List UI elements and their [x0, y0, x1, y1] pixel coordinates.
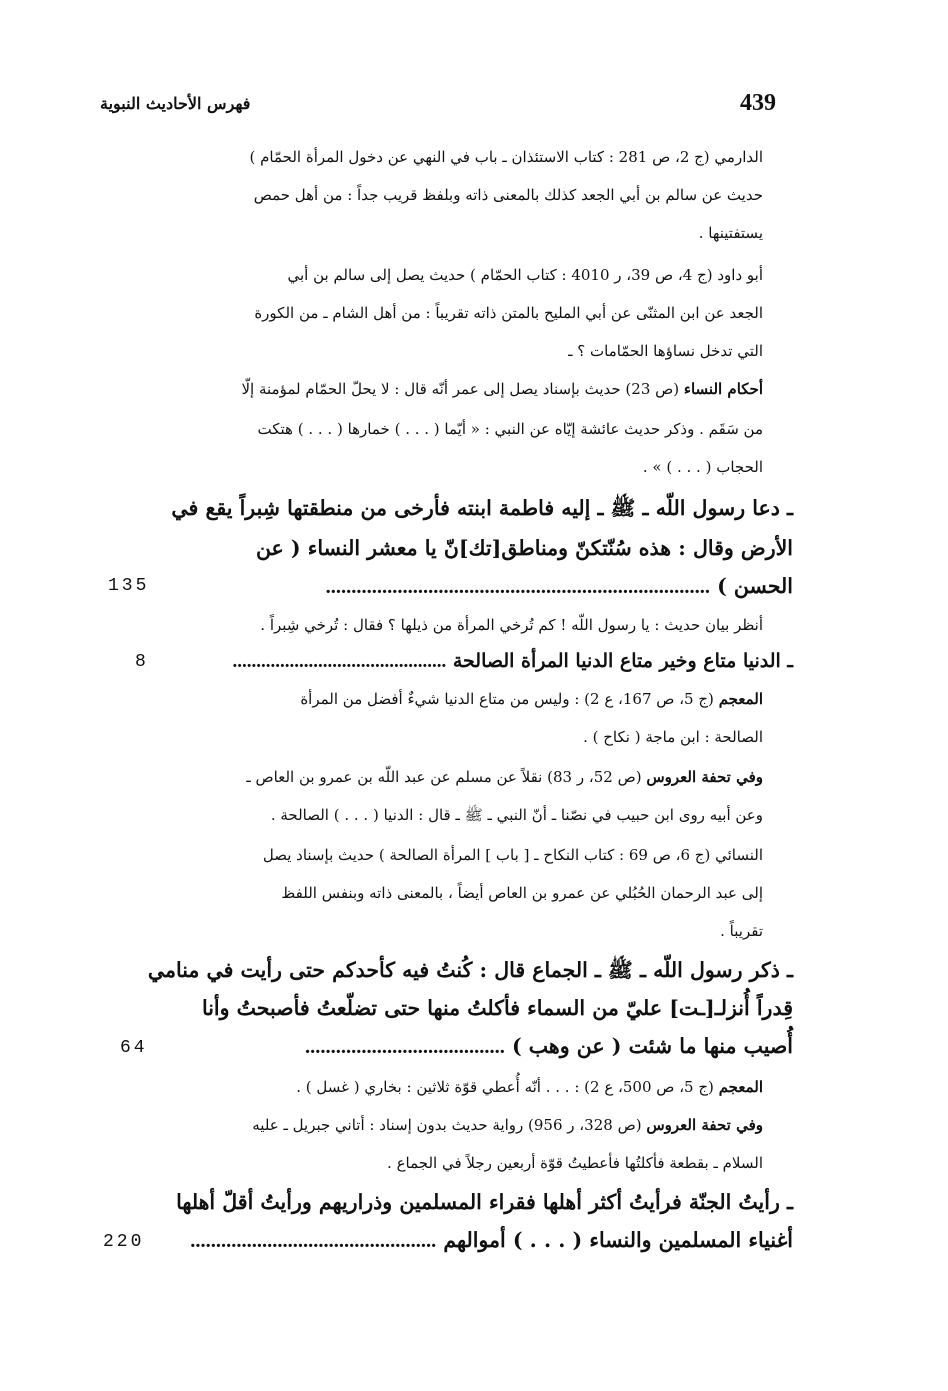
- hadith-reference-number: 135: [108, 576, 150, 596]
- source-title: أحكام النساء: [683, 380, 763, 398]
- source-text: (ص 52، ر 83) نقلاً عن مسلم عن عبد اللّه بن عمرو بن العاص ـ: [246, 768, 642, 786]
- note-line: أنظر بيان حديث : يا رسول اللّه ! كم تُرخي المرأة من ذيلها ؟ فقال : تُرخي شِبراً .: [260, 616, 763, 634]
- source-line: إلى عبد الرحمان الحُبُلي عن عمرو بن العاص أيضاً ، بالمعنى ذاته وبنفس اللفظ: [281, 884, 763, 902]
- source-text: (ص 328، ر 956) رواية حديث بدون إسناد : أتاني جبريل ـ عليه: [252, 1116, 642, 1134]
- source-line: [296, 1078, 763, 1096]
- source-line: حديث عن سالم بن أبي الجعد كذلك بالمعنى ذاته وبلفظ قريب جداً : من أهل حمص: [253, 186, 763, 204]
- source-title: المعجم: [718, 1078, 763, 1096]
- source-title: المعجم: [718, 690, 763, 708]
- source-line: أبو داود (ج 4، ص 39، ر 4010 : كتاب الحمّام ) حديث يصل إلى سالم بن أبي: [287, 266, 763, 284]
- hadith-reference-number: 8: [135, 652, 149, 672]
- source-text: (ص 23) حديث بإسناد يصل إلى عمر أنّه قال : لا يحلّ الحمّام لمؤمنة إلّا: [241, 380, 680, 398]
- hadith-entry-line: [305, 1034, 793, 1059]
- source-line: تقريباً .: [720, 922, 763, 940]
- source-text: (ج 5، ص 167، ع 2) : وليس من متاع الدنيا شيءٌ أفضل من المرأة: [300, 690, 714, 708]
- hadith-text: الحسن ): [717, 574, 793, 598]
- hadith-entry-line: [190, 1228, 793, 1253]
- source-line: التي تدخل نساؤها الحمّامات ؟ ـ: [568, 342, 763, 360]
- hadith-entry-line: ـ ذكر رسول اللّه ـ ﷺ ـ الجماع قال : كُنتُ فيه كأحدكم حتى رأيت في منامي: [147, 958, 793, 982]
- source-title: وفي تحفة العروس: [646, 768, 763, 786]
- source-line: النسائي (ج 6، ص 69 : كتاب النكاح ـ [ باب ] المرأة الصالحة ) حديث بإسناد يصل: [262, 846, 763, 864]
- source-title: وفي تحفة العروس: [646, 1116, 763, 1134]
- running-title: فهرس الأحاديث النبوية: [100, 94, 251, 113]
- source-line: وعن أبيه روى ابن حبيب في نصّنا ـ أنّ النبي ـ ﷺ ـ قال : الدنيا ( . . . ) الصالحة .: [270, 806, 763, 824]
- source-line: الدارمي (ج 2، ص 281 : كتاب الاستئذان ـ باب في النهي عن دخول المرأة الحمّام ): [249, 148, 763, 166]
- hadith-text: أغنياء المسلمين والنساء ( . . . ) أموالهم: [443, 1228, 793, 1252]
- source-line: يستفتينها .: [698, 224, 763, 242]
- hadith-entry-line: ـ دعا رسول اللّه ـ ﷺ ـ إليه فاطمة ابنته فأرخى من منطقتها شِبراً يقع في: [171, 496, 793, 520]
- page-header: [100, 90, 800, 126]
- source-line: الصالحة : ابن ماجة ( نكاح ) .: [583, 728, 763, 746]
- hadith-entry-line: [326, 574, 793, 599]
- hadith-text: ـ الدنيا متاع وخير متاع الدنيا المرأة الصالحة: [452, 650, 793, 672]
- source-line: [252, 1116, 763, 1134]
- leader-dots: .............................................: [232, 651, 447, 672]
- hadith-reference-number: 220: [103, 1232, 145, 1252]
- source-line: من سَقَم . وذكر حديث عائشة إيّاه عن النبي : « أيّما ( . . . ) خمارها ( . . . ) هتكت: [257, 420, 763, 438]
- leader-dots: ...........................................................................: [325, 576, 710, 598]
- source-text: (ج 5، ص 500، ع 2) : . . . أنّه أُعطي قوّة ثلاثين : بخاري ( غسل ) .: [296, 1078, 714, 1096]
- hadith-entry-line: [232, 650, 793, 673]
- page-number: 439: [740, 90, 776, 116]
- source-line: [246, 768, 763, 786]
- source-line: الحجاب ( . . . ) » .: [642, 458, 763, 476]
- hadith-entry-line: الأرض وقال : هذه سُنّتكنّ ومناطق[تك]نّ يا معشر النساء ( عن: [255, 536, 793, 560]
- source-line: [242, 380, 764, 398]
- leader-dots: ................................................: [190, 1230, 437, 1252]
- source-line: [300, 690, 763, 708]
- hadith-entry-line: ـ رأيتُ الجنّة فرأيتُ أكثر أهلها فقراء المسلمين وذراريهم ورأيتُ أقلّ أهلها: [176, 1190, 793, 1214]
- hadith-text: أُصيب منها ما شئت ( عن وهب ): [511, 1034, 793, 1058]
- source-line: الجعد عن ابن المثنّى عن أبي المليح بالمتن ذاته تقريباً : من أهل الشام ـ من الكورة: [254, 304, 763, 322]
- hadith-entry-line: قِدراً أُنزلـ[ـت] عليّ من السماء فأكلتُ منها حتى تضلّعتُ فأصبحتُ وأنا: [201, 996, 793, 1020]
- source-line: السلام ـ بقطعة فأكلتُها فأعطيتُ قوّة أربعين رجلاً في الجماع .: [387, 1154, 763, 1172]
- leader-dots: .......................................: [304, 1036, 505, 1058]
- hadith-reference-number: 64: [120, 1038, 148, 1058]
